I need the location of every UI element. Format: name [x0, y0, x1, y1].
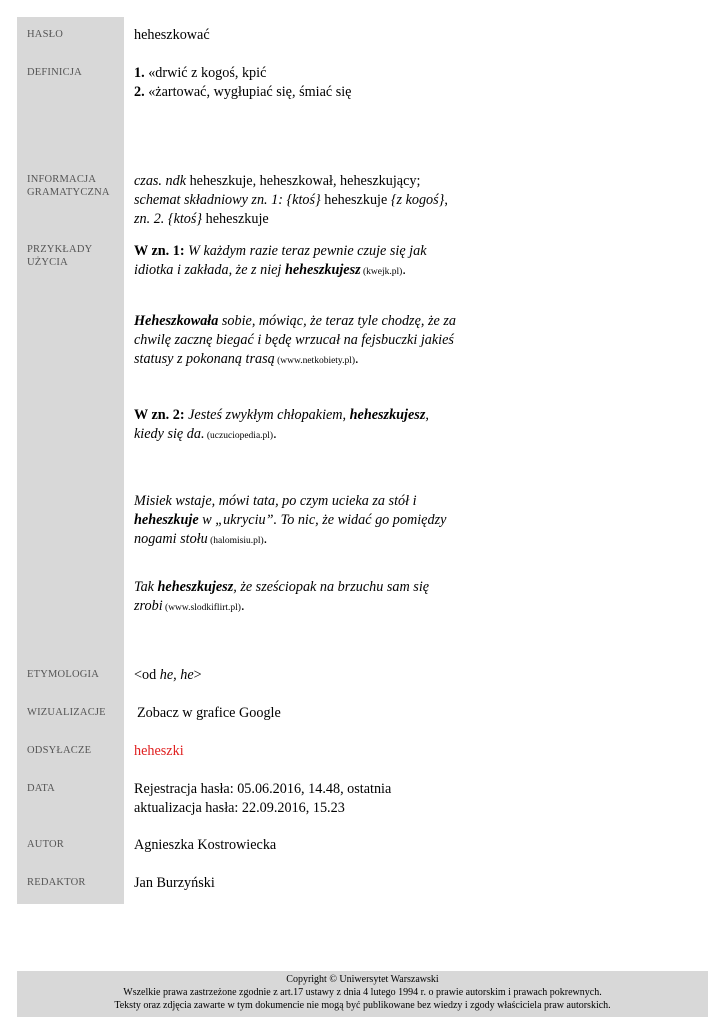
- example-3: W zn. 2: Jesteś zwykłym chłopakiem, heheszkujesz, kiedy się da. (uczuciopedia.pl).: [134, 407, 429, 442]
- dictionary-entry: [17, 17, 517, 904]
- label-haslo: HASŁO: [17, 17, 124, 55]
- row-odsylacze: [17, 734, 517, 772]
- label-definicja: DEFINICJA: [17, 55, 124, 172]
- label-wizualizacje: WIZUALIZACJE: [17, 696, 124, 734]
- row-definicja: [17, 55, 517, 172]
- row-haslo: [17, 17, 517, 55]
- footer-notice: Teksty oraz zdjęcia zawarte w tym dokumencie nie mogą być publikowane bez wiedzy i zgody właściciela praw autorskich.: [114, 1000, 611, 1011]
- row-etymologia: [17, 658, 517, 696]
- label-przyklady: PRZYKŁADY UŻYCIA: [17, 242, 124, 658]
- headword: heheszkować: [134, 27, 210, 43]
- row-gramatyka: [17, 172, 517, 242]
- example-4: Misiek wstaje, mówi tata, po czym ucieka za stół i heheszkuje w „ukryciu”. To nic, że widać go pomiędzy nogami stołu (halomisiu.pl).: [134, 493, 447, 547]
- google-images-link[interactable]: Zobacz w grafice Google: [137, 705, 281, 721]
- label-etymologia: ETYMOLOGIA: [17, 658, 124, 696]
- footer-copyright: Copyright © Uniwersytet Warszawski: [286, 974, 439, 985]
- row-redaktor: [17, 866, 517, 904]
- label-data: DATA: [17, 772, 124, 828]
- example-1: W zn. 1: W każdym razie teraz pewnie czuje się jak idiotka i zakłada, że z niej heheszkujesz (kwejk.pl).: [134, 243, 427, 278]
- etymology: <od he, he>: [134, 667, 202, 683]
- row-wizualizacje: [17, 696, 517, 734]
- example-2: Heheszkowała sobie, mówiąc, że teraz tyle chodzę, że za chwilę zacznę biegać i będę wrzucał na fejsbuczki jakieś statusy z pokonaną trasą (www.netkobiety.pl).: [134, 313, 456, 367]
- row-autor: [17, 828, 517, 866]
- grammar-info: czas. ndk heheszkuje, heheszkował, heheszkujący; schemat składniowy zn. 1: {ktoś} heheszkuje {z kogoś}, zn. 2. {ktoś} heheszkuje: [134, 173, 448, 227]
- examples: [124, 242, 517, 658]
- example-5: Tak heheszkujesz, że sześciopak na brzuchu sam się zrobi (www.slodkiflirt.pl).: [134, 579, 430, 614]
- label-redaktor: REDAKTOR: [17, 866, 124, 904]
- copyright-footer: [17, 971, 708, 1017]
- label-autor: AUTOR: [17, 828, 124, 866]
- definition-item: 1. «drwić z kogoś, kpić: [134, 65, 267, 81]
- label-gramatyka: INFORMACJA GRAMATYCZNA: [17, 172, 124, 242]
- author: Agnieszka Kostrowiecka: [134, 837, 277, 853]
- definition-list: [124, 55, 517, 172]
- cross-reference-link[interactable]: heheszki: [134, 743, 184, 759]
- definition-item: 2. «żartować, wygłupiać się, śmiać się: [134, 84, 352, 100]
- row-przyklady: [17, 242, 517, 658]
- dates: Rejestracja hasła: 05.06.2016, 14.48, ostatnia aktualizacja hasła: 22.09.2016, 15.23: [134, 781, 392, 816]
- row-data: [17, 772, 517, 828]
- editor: Jan Burzyński: [134, 875, 215, 891]
- footer-rights: Wszelkie prawa zastrzeżone zgodnie z art.17 ustawy z dnia 4 lutego 1994 r. o prawie autorskim i prawach pokrewnych.: [123, 987, 602, 998]
- label-odsylacze: ODSYŁACZE: [17, 734, 124, 772]
